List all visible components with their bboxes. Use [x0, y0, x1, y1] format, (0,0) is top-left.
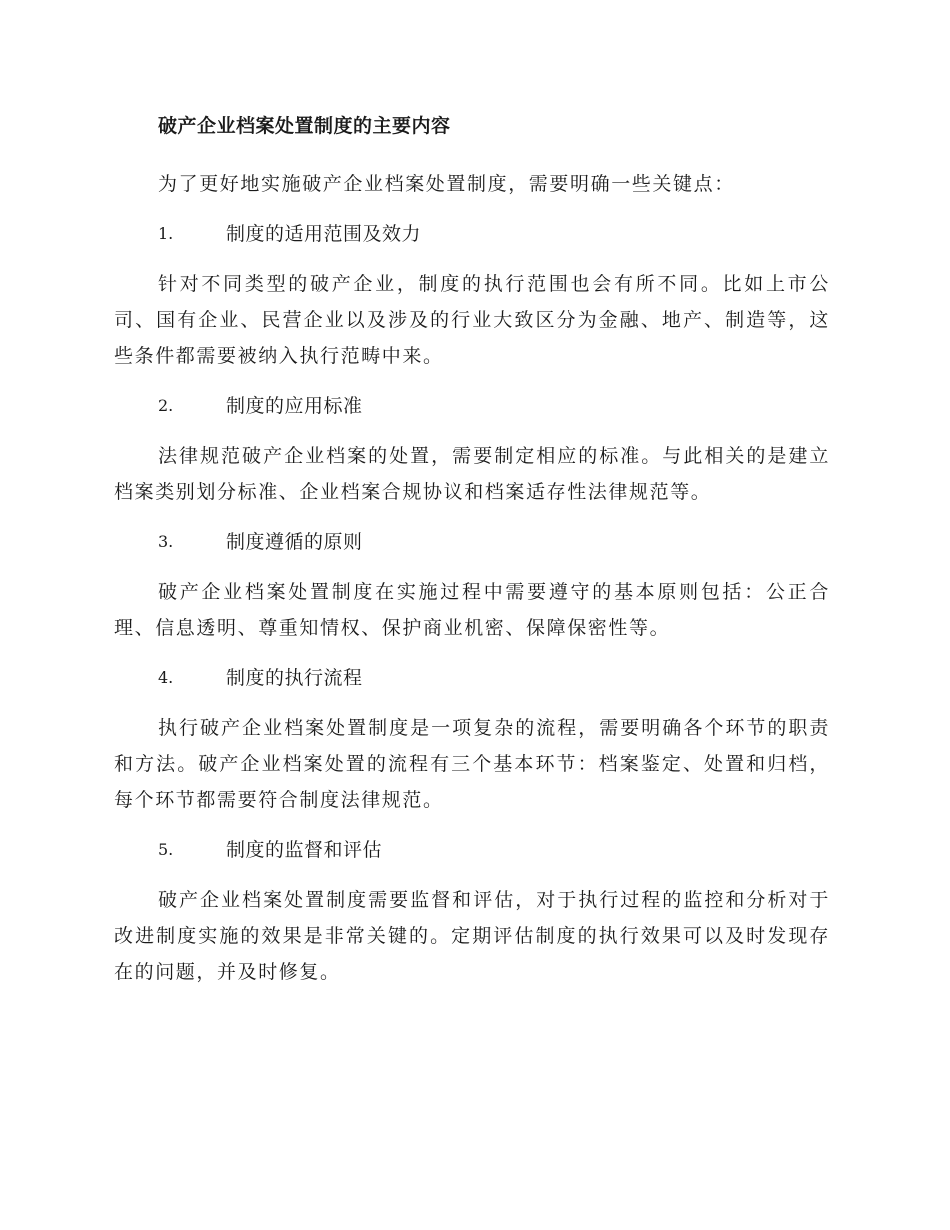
section-title: 制度的应用标准 [226, 395, 363, 417]
intro-paragraph: 为了更好地实施破产企业档案处置制度，需要明确一些关键点： [158, 173, 735, 195]
section-heading-1 [114, 216, 830, 252]
document-title: 破产企业档案处置制度的主要内容 [158, 115, 451, 137]
section-heading-4 [114, 660, 830, 696]
section-number: 2. [158, 396, 174, 415]
section-number: 4. [158, 668, 174, 687]
section-body-1: 针对不同类型的破产企业，制度的执行范围也会有所不同。比如上市公司、国有企业、民营企业以及涉及的行业大致区分为金融、地产、制造等，这些条件都需要被纳入执行范畴中来。 [114, 273, 830, 367]
section-body-2: 法律规范破产企业档案的处置，需要制定相应的标准。与此相关的是建立档案类别划分标准、企业档案合规协议和档案适存性法律规范等。 [114, 445, 830, 503]
section-number: 1. [158, 224, 174, 243]
section-heading-2 [114, 388, 830, 424]
section-heading-3 [114, 524, 830, 560]
section-number: 3. [158, 532, 174, 551]
section-title: 制度遵循的原则 [226, 531, 363, 553]
section-title: 制度的适用范围及效力 [226, 223, 422, 245]
section-body-4: 执行破产企业档案处置制度是一项复杂的流程，需要明确各个环节的职责和方法。破产企业档案处置的流程有三个基本环节：档案鉴定、处置和归档，每个环节都需要符合制度法律规范。 [114, 717, 830, 811]
section-body-5: 破产企业档案处置制度需要监督和评估，对于执行过程的监控和分析对于改进制度实施的效果是非常关键的。定期评估制度的执行效果可以及时发现存在的问题，并及时修复。 [114, 889, 830, 983]
section-title: 制度的监督和评估 [226, 839, 383, 861]
section-title: 制度的执行流程 [226, 667, 363, 689]
section-number: 5. [158, 840, 174, 859]
section-heading-5 [114, 832, 830, 868]
section-body-3: 破产企业档案处置制度在实施过程中需要遵守的基本原则包括：公正合理、信息透明、尊重知情权、保护商业机密、保障保密性等。 [114, 581, 830, 639]
document-content [114, 108, 830, 990]
